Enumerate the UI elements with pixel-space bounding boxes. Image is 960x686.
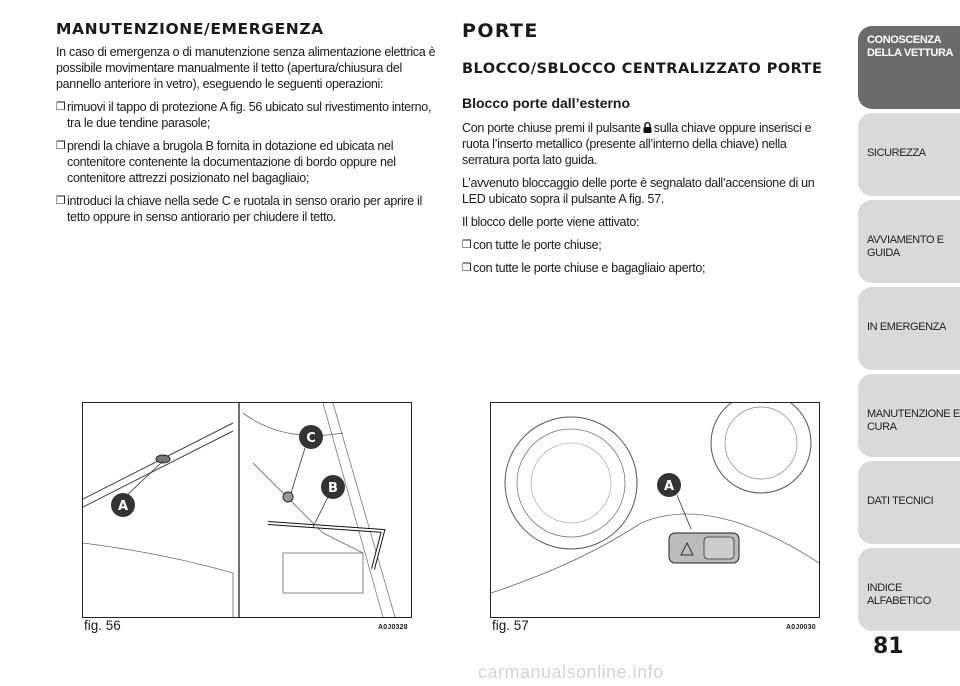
protection-cap-icon [156, 455, 170, 463]
figure-57-code: A0J0030 [786, 624, 816, 631]
section-title: MANUTENZIONE/EMERGENZA [56, 20, 324, 38]
key-fob-illustration [491, 403, 819, 617]
label-b: B [328, 481, 338, 496]
right-column [462, 20, 832, 283]
checkbox-bullet-icon: ❒ [56, 195, 66, 207]
label-a: A [117, 499, 129, 514]
tab-conoscenza-vettura[interactable]: CONOSCENZA DELLA VETTURA [858, 26, 960, 109]
checkbox-bullet-icon: ❒ [56, 140, 66, 152]
watermark: carmanualsonline.info [478, 662, 664, 682]
page-number: 81 [873, 634, 904, 659]
figure-57-caption: fig. 57 [492, 618, 529, 633]
lock-icon [643, 122, 652, 133]
paragraph: Con porte chiuse premi il pulsante sulla chiave oppure inserisci e ruota l’inserto metallico (presente all’interno della chiave) nella serratura porta lato guida. [462, 121, 812, 167]
tab-sicurezza[interactable]: SICUREZZA [858, 113, 960, 196]
paragraph: Il blocco delle porte viene attivato: [462, 215, 640, 229]
chapter-title: PORTE [462, 20, 539, 42]
figure-57 [490, 402, 820, 618]
tab-dati-tecnici[interactable]: DATI TECNICI [858, 461, 960, 544]
roof-illustration [83, 403, 411, 617]
checkbox-bullet-icon: ❒ [462, 239, 472, 251]
lock-button [704, 537, 734, 559]
left-column [56, 20, 442, 232]
figure-56-caption: fig. 56 [84, 618, 121, 633]
tab-manutenzione-cura[interactable]: MANUTENZIONE E CURA [858, 374, 960, 457]
list-item: ❒ rimuovi il tappo di protezione A fig. 56 ubicato sul rivestimento interno, tra le due tendine parasole; [56, 100, 432, 130]
checkbox-bullet-icon: ❒ [56, 101, 66, 113]
chapter-tabs [858, 26, 960, 635]
intro-paragraph: In caso di emergenza o di manutenzione senza alimentazione elettrica è possibile movimentare manualmente il tetto (apertura/chiusura del pannello anteriore in vetro), eseguendo le seguenti operazioni: [56, 45, 436, 91]
subsection-title: BLOCCO/SBLOCCO CENTRALIZZATO PORTE [462, 61, 823, 77]
tab-indice-alfabetico[interactable]: INDICE ALFABETICO [858, 548, 960, 631]
list-item: ❒ introduci la chiave nella sede C e ruotala in senso orario per aprire il tetto oppure in senso antiorario per chiudere il tetto. [56, 194, 422, 224]
tab-in-emergenza[interactable]: IN EMERGENZA [858, 287, 960, 370]
list-item: ❒ prendi la chiave a brugola B fornita in dotazione ed ubicata nel contenitore contenente la documentazione di bordo oppure nel contenitore attrezzi posizionato nel bagagliaio; [56, 139, 396, 185]
checkbox-bullet-icon: ❒ [462, 262, 472, 274]
list-item: ❒ con tutte le porte chiuse; [462, 238, 602, 252]
figure-56 [82, 402, 412, 618]
paragraph: L’avvenuto bloccaggio delle porte è segnalato dall’accensione di un LED ubicato sopra il pulsante A fig. 57. [462, 176, 815, 206]
key-socket-icon [283, 492, 293, 502]
label-c: C [306, 431, 316, 446]
figure-56-code: A0J0328 [378, 624, 408, 631]
label-a: A [663, 479, 675, 494]
tab-avviamento-guida[interactable]: AVVIAMENTO E GUIDA [858, 200, 960, 283]
list-item: ❒ con tutte le porte chiuse e bagagliaio aperto; [462, 261, 706, 275]
heading: Blocco porte dall’esterno [462, 95, 631, 111]
